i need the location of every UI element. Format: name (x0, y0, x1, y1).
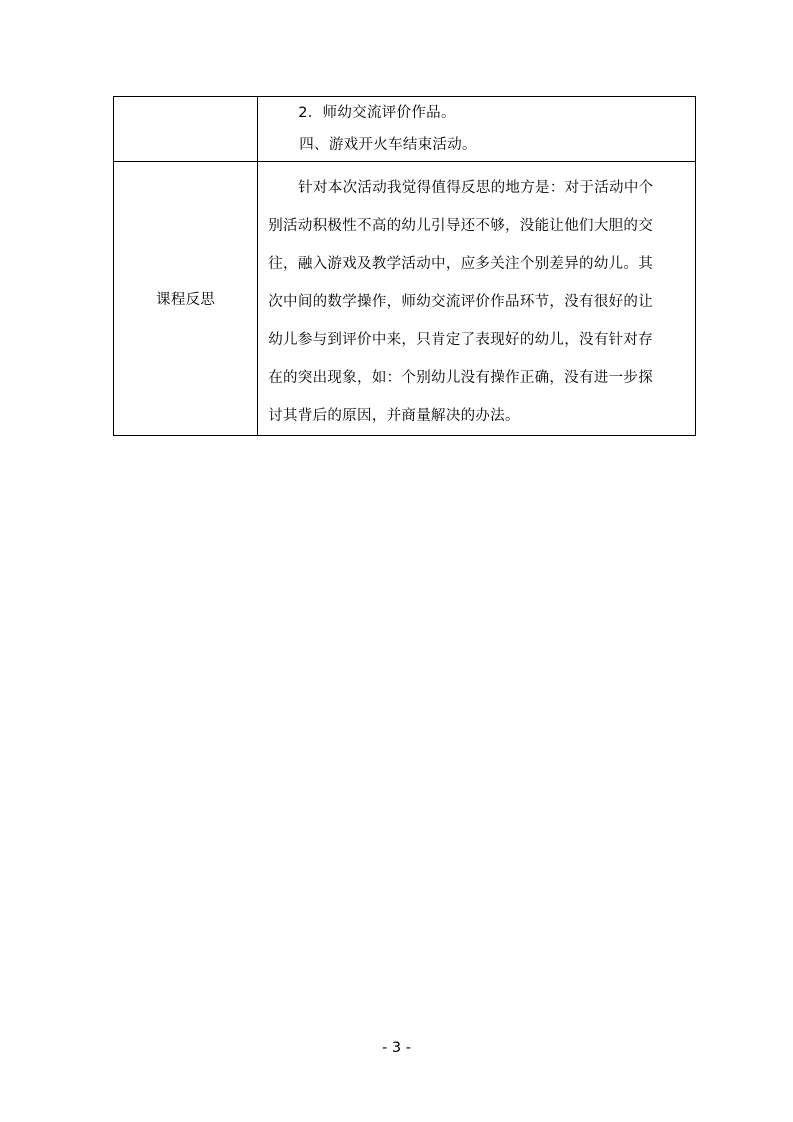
row-content (258, 162, 696, 436)
content-line: 在的突出现象，如：个别幼儿没有操作正确，没有进一步探 (268, 370, 654, 386)
row-label (114, 97, 258, 162)
table-row (114, 97, 696, 162)
content-line: 别活动积极性不高的幼儿引导还不够，没能让他们大胆的交 (268, 218, 654, 234)
content-line: 往，融入游戏及教学活动中，应多关注个别差异的幼儿。其 (268, 256, 654, 272)
page-number: - 3 - (382, 1040, 411, 1056)
content-line: 次中间的数学操作，师幼交流评价作品环节，没有很好的让 (268, 294, 654, 310)
row-content (258, 97, 696, 162)
content-line: 幼儿参与到评价中来，只肯定了表现好的幼儿，没有针对存 (268, 332, 654, 348)
content-line: 四、游戏开火车结束活动。 (299, 137, 477, 153)
content-line: 讨其背后的原因，并商量解决的办法。 (268, 408, 520, 424)
table-row (114, 162, 696, 436)
content-line: 2．师幼交流评价作品。 (298, 105, 456, 121)
row-label: 课程反思 (114, 162, 258, 436)
content-line: 针对本次活动我觉得值得反思的地方是：对于活动中个 (298, 180, 654, 196)
lesson-plan-table (113, 96, 696, 436)
